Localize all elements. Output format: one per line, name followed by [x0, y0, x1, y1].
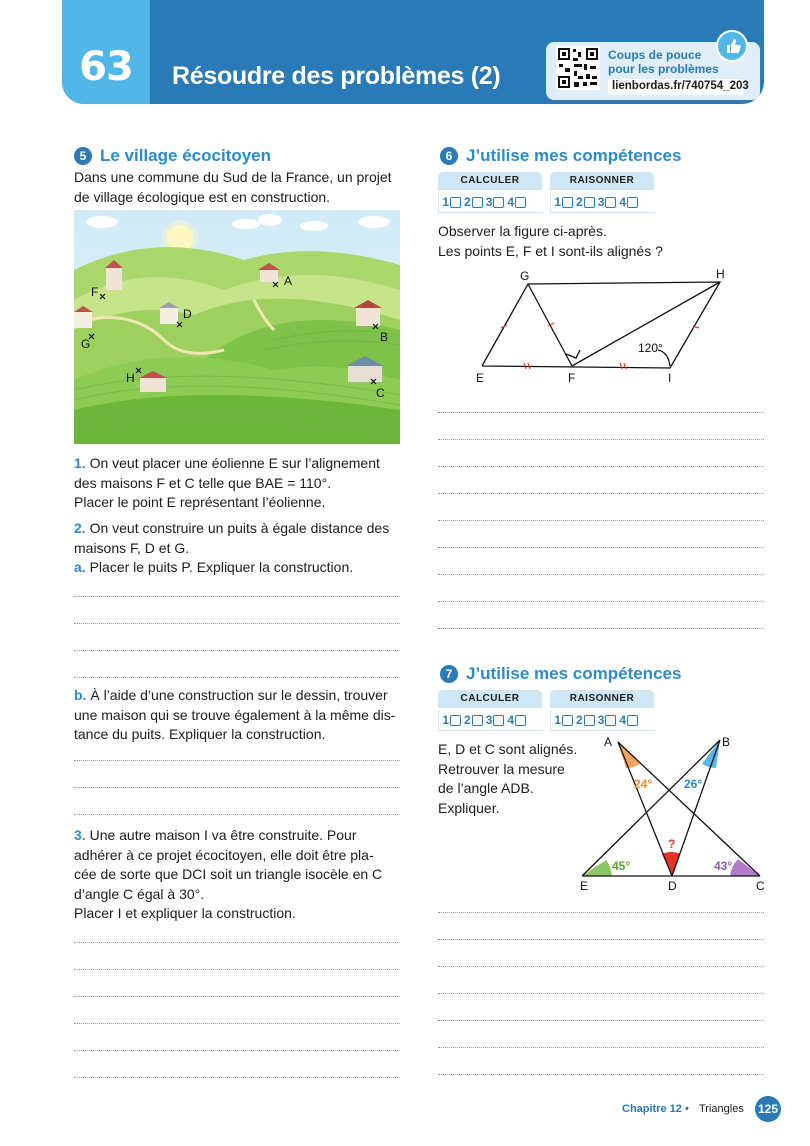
answer-line[interactable] — [74, 623, 400, 624]
skill-tag-raisonner: RAISONNER — [550, 172, 654, 190]
map-label-c: C — [376, 386, 385, 400]
fig7-angle-d: ? — [668, 837, 676, 851]
answer-line[interactable] — [438, 939, 764, 940]
fig6-label-g: G — [520, 269, 530, 283]
level-selector-calculer[interactable]: 1 2 3 4 — [438, 192, 543, 213]
level-selector-calculer[interactable]: 1 2 3 4 — [438, 710, 543, 731]
fig6-label-h: H — [716, 267, 725, 281]
map-label-f: F — [91, 285, 99, 299]
answer-line[interactable] — [438, 1047, 764, 1048]
exercise-5-intro: Dans une commune du Sud de la France, un projet de village écologique est en construction. — [74, 169, 392, 205]
fig7-label-e: E — [580, 879, 589, 893]
answer-line[interactable] — [74, 760, 400, 761]
answer-line[interactable] — [438, 628, 764, 629]
answer-line[interactable] — [438, 993, 764, 994]
page-number: 125 — [755, 1096, 781, 1122]
fig7-label-c: C — [756, 879, 765, 893]
level-selector-raisonner[interactable]: 1 2 3 4 — [550, 710, 655, 731]
answer-line[interactable] — [438, 547, 764, 548]
answer-line[interactable] — [438, 412, 764, 413]
village-map — [74, 210, 400, 444]
answer-line[interactable] — [438, 520, 764, 521]
exercise-5-title: Le village écocitoyen — [100, 146, 272, 165]
level-selector-raisonner[interactable]: 1 2 3 4 — [550, 192, 655, 213]
answer-line[interactable] — [74, 942, 400, 943]
answer-line[interactable] — [74, 596, 400, 597]
skill-tag-calculer: CALCULER — [438, 690, 542, 708]
help-label: Coups de pouce pour les problèmes — [608, 48, 719, 76]
exercise-6-title: J’utilise mes compétences — [466, 146, 682, 165]
answer-line[interactable] — [74, 650, 400, 651]
map-label-d: D — [183, 307, 192, 321]
exercise-6-number: 6 — [440, 147, 458, 165]
answer-line[interactable] — [438, 466, 764, 467]
answer-line[interactable] — [438, 1020, 764, 1021]
answer-line[interactable] — [438, 493, 764, 494]
answer-line[interactable] — [74, 814, 400, 815]
map-label-h: H — [126, 371, 135, 385]
question-3: 3. Une autre maison I va être construite. Pour adhérer à ce projet écocitoyen, elle doit être pla- cée de sorte que DCI soit un triangle isocèle en C d’angle C égal à 30°. Placer I et expliquer la construction. — [74, 827, 383, 921]
exercise-7-statement: E, D et C sont alignés. Retrouver la mesure de l’angle ADB. Expliquer. — [438, 741, 578, 816]
fig7-angle-c: 43° — [714, 859, 733, 873]
fig6-label-i: I — [668, 371, 672, 385]
exercise-7-title: J’utilise mes compétences — [466, 664, 682, 683]
question-2: 2. On veut construire un puits à égale distance des maisons F, D et G. a. Placer le puits P. Expliquer la construction. — [74, 520, 390, 575]
exercise-5-number: 5 — [74, 147, 92, 165]
skill-tag-calculer: CALCULER — [438, 172, 542, 190]
fig7-label-b: B — [722, 735, 731, 749]
footer-topic: Triangles — [699, 1103, 744, 1115]
exercise-6-statement: Observer la figure ci-après. Les points E, F et I sont-ils alignés ? — [438, 223, 663, 259]
question-2b: b. À l’aide d’une construction sur le dessin, trouver une maison qui se trouve également à la même dis- tance du puits. Expliquer la construction. — [74, 687, 396, 742]
answer-line[interactable] — [438, 439, 764, 440]
answer-line[interactable] — [74, 677, 400, 678]
exercise-7-number: 7 — [440, 665, 458, 683]
qr-code-icon[interactable] — [556, 46, 600, 90]
answer-line[interactable] — [438, 601, 764, 602]
fig6-label-e: E — [476, 371, 485, 385]
answer-line[interactable] — [74, 787, 400, 788]
fig6-label-f: F — [568, 371, 576, 385]
thumbs-up-icon — [716, 30, 748, 62]
fig7-label-a: A — [604, 735, 613, 749]
map-label-g: G — [81, 337, 91, 351]
answer-line[interactable] — [438, 966, 764, 967]
help-link[interactable]: lienbordas.fr/740754_203 — [612, 80, 749, 92]
fig7-label-d: D — [668, 879, 677, 893]
map-label-b: B — [380, 330, 389, 344]
exercise-7-figure — [576, 734, 772, 894]
answer-line[interactable] — [74, 1023, 400, 1024]
answer-line[interactable] — [74, 1077, 400, 1078]
answer-line[interactable] — [74, 996, 400, 997]
fig7-angle-a: 24° — [634, 777, 653, 791]
fig7-angle-e: 45° — [612, 859, 631, 873]
answer-line[interactable] — [438, 574, 764, 575]
answer-line[interactable] — [438, 1074, 764, 1075]
fig7-angle-b: 26° — [684, 777, 703, 791]
answer-line[interactable] — [74, 969, 400, 970]
question-1: 1. On veut placer une éolienne E sur l’alignement des maisons F et C telle que BAE = 110°. Placer le point E représentant l’éolienne. — [74, 455, 380, 510]
skill-tag-raisonner: RAISONNER — [550, 690, 654, 708]
chapter-number: 63 — [79, 44, 133, 90]
fig6-angle-label: 120° — [638, 341, 663, 355]
exercise-6-figure — [470, 266, 740, 388]
map-label-a: A — [284, 274, 293, 288]
footer-chapter: Chapitre 12 • — [622, 1103, 689, 1115]
page-title: Résoudre des problèmes (2) — [172, 62, 501, 90]
answer-line[interactable] — [438, 912, 764, 913]
answer-line[interactable] — [74, 1050, 400, 1051]
